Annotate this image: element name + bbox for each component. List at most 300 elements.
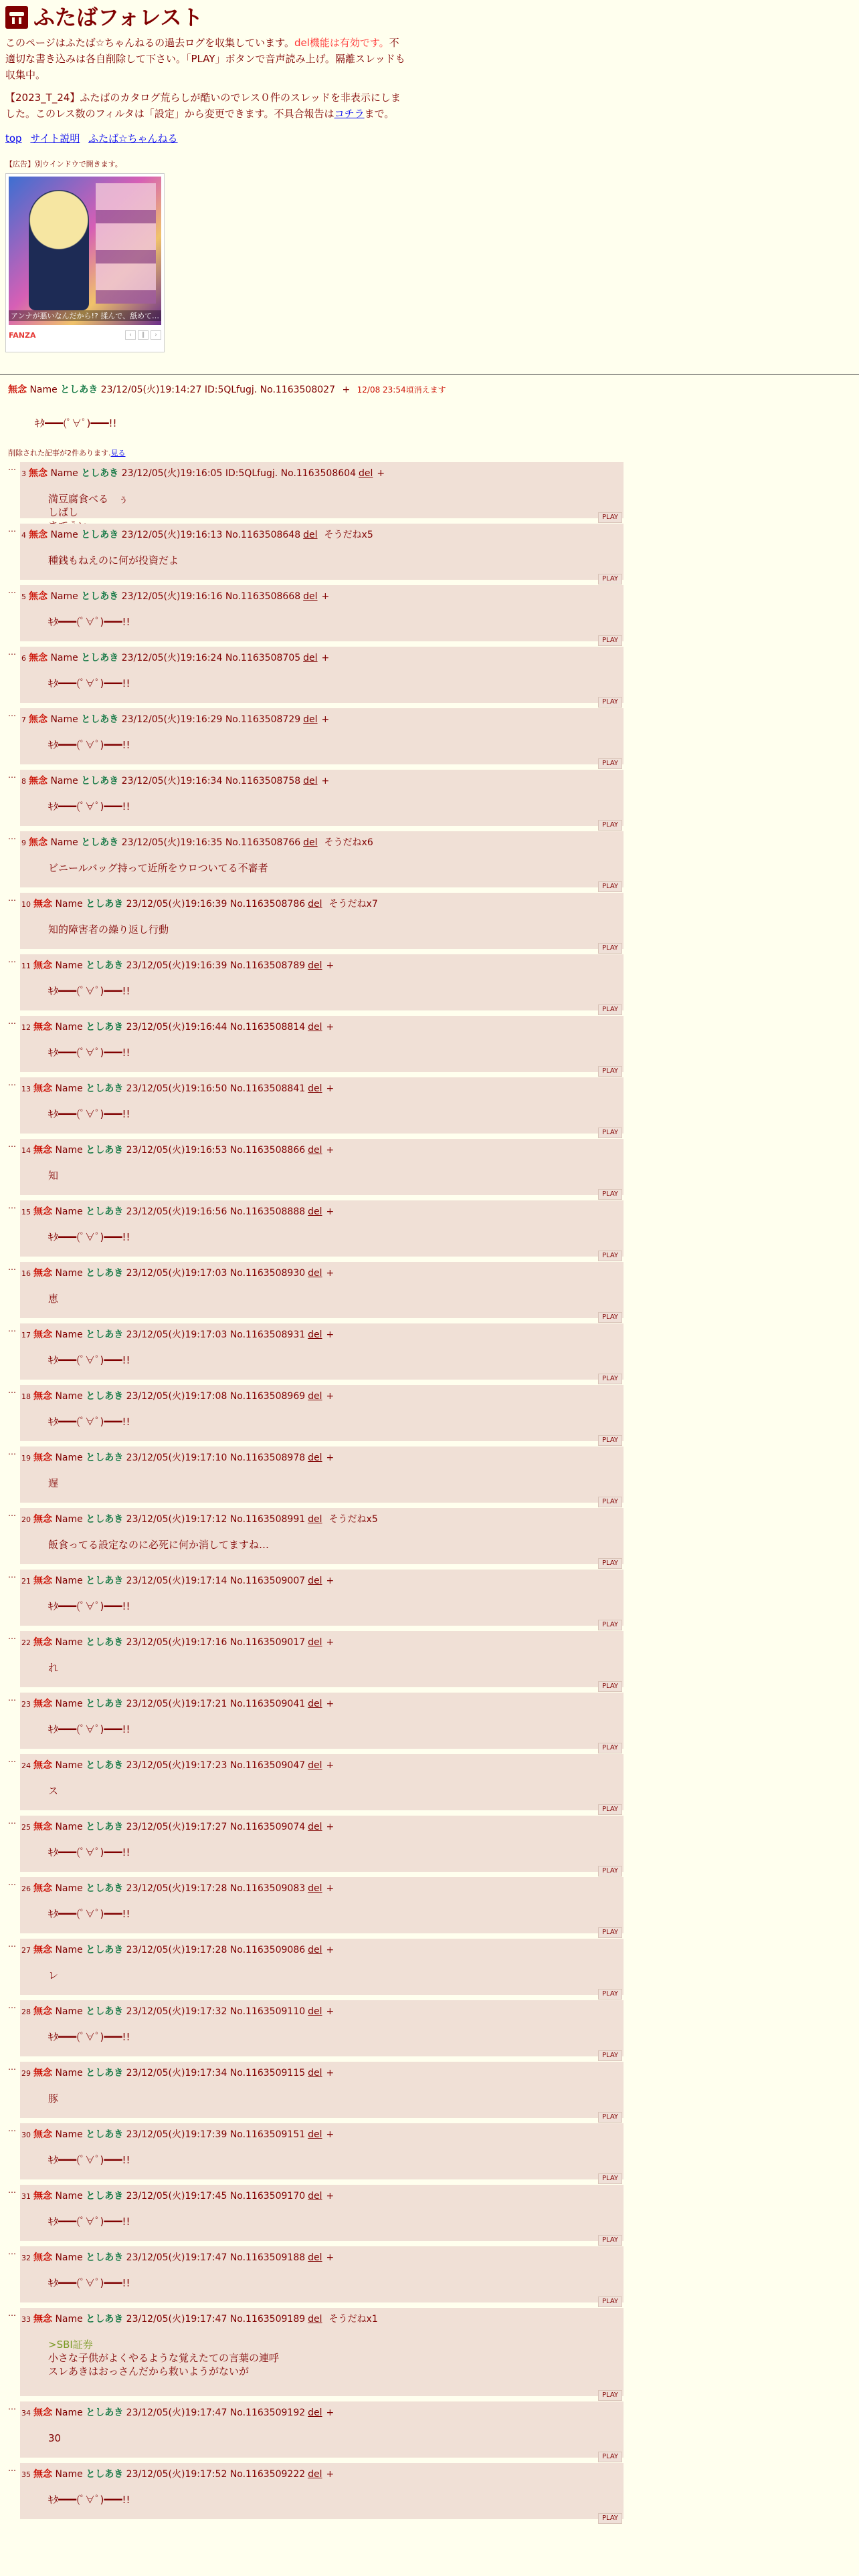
op-number[interactable]: No.1163508027	[260, 385, 335, 395]
sodane-button[interactable]: +	[326, 2191, 335, 2202]
reply-number[interactable]: No.1163509110	[229, 2006, 306, 2017]
reply-number[interactable]: No.1163508789	[229, 960, 306, 971]
play-button[interactable]: PLAY	[598, 1312, 622, 1323]
reply-list	[8, 462, 624, 2525]
reply-name: としあき	[86, 899, 124, 909]
reply-index: 8	[21, 777, 26, 786]
sodane-button[interactable]: そうだねx1	[328, 2314, 378, 2325]
reply-number[interactable]: No.1163509192	[229, 2407, 306, 2418]
delete-link[interactable]: del	[358, 468, 373, 479]
delete-link[interactable]: del	[303, 714, 318, 725]
delete-link[interactable]: del	[308, 2469, 322, 2480]
delete-link[interactable]: del	[303, 530, 318, 540]
reply-text-line: 飯食ってる設定なのに必死に何か消してますね…	[48, 1539, 270, 1551]
reply-mark: …	[8, 893, 16, 903]
reply-text-line: 恵	[48, 1293, 59, 1305]
delete-link[interactable]: del	[308, 1514, 322, 1525]
reply-body	[48, 1969, 624, 1982]
reply-box	[20, 2062, 624, 2121]
reply-body	[48, 2493, 624, 2506]
reply-name: としあき	[86, 1699, 124, 1709]
reply-text-line: ｷﾀ━━━(ﾟ∀ﾟ)━━━!!	[48, 2154, 130, 2166]
ad-brand[interactable]: FANZA	[9, 330, 36, 340]
sodane-button[interactable]: そうだねx6	[324, 837, 373, 848]
reply-name-label: Name	[55, 1145, 83, 1156]
reply-number[interactable]: No.1163509047	[229, 1760, 306, 1771]
reply-row	[8, 708, 624, 770]
reply-body	[48, 2338, 624, 2378]
reply-header	[21, 2129, 624, 2141]
sodane-button[interactable]: +	[326, 2407, 335, 2418]
sodane-button[interactable]: +	[326, 2006, 335, 2017]
delete-link[interactable]: del	[308, 899, 322, 909]
play-button[interactable]: PLAY	[598, 1866, 622, 1876]
play-button[interactable]: PLAY	[598, 2296, 622, 2307]
reply-subject: 無念	[29, 591, 47, 602]
delete-link[interactable]: del	[308, 1822, 322, 1832]
reply-index: 24	[21, 1761, 31, 1770]
reply-header	[21, 1329, 624, 1341]
reply-number[interactable]: No.1163508758	[225, 776, 301, 786]
play-button[interactable]: PLAY	[598, 1251, 622, 1261]
reply-text-line: 遅	[48, 1477, 59, 1489]
play-button[interactable]: PLAY	[598, 697, 622, 708]
reply-row	[8, 831, 624, 893]
sodane-button[interactable]: +	[326, 1391, 335, 1402]
reply-name-label: Name	[55, 1883, 83, 1894]
reply-box	[20, 1446, 624, 1503]
site-logo-icon[interactable]	[5, 6, 28, 29]
sodane-button[interactable]: +	[321, 653, 330, 663]
reply-datetime: 23/12/05(火)19:17:27	[126, 1822, 227, 1832]
reply-number[interactable]: No.1163509170	[229, 2191, 306, 2202]
reply-number[interactable]: No.1163508888	[229, 1206, 306, 1217]
reply-row	[8, 954, 624, 1016]
reply-subject: 無念	[33, 1576, 52, 1586]
reply-number[interactable]: No.1163508991	[229, 1514, 306, 1525]
reply-mark: …	[8, 2185, 16, 2195]
sodane-button[interactable]: +	[321, 776, 330, 786]
reply-header	[21, 1698, 624, 1711]
delete-link[interactable]: del	[308, 1945, 322, 1955]
reply-name: としあき	[81, 530, 119, 540]
show-deleted-link[interactable]: 見る	[110, 449, 126, 457]
reply-datetime: 23/12/05(火)19:17:14	[126, 1576, 227, 1586]
reply-body	[48, 1354, 624, 1367]
reply-name-label: Name	[55, 960, 83, 971]
ad-label: 【広告】別ウインドウで開きます。	[5, 160, 122, 169]
reply-index: 27	[21, 1946, 31, 1955]
op-sodane-button[interactable]: +	[342, 385, 351, 395]
delete-link[interactable]: del	[308, 2068, 322, 2078]
play-button[interactable]: PLAY	[598, 574, 622, 584]
reply-mark: …	[8, 1632, 16, 1641]
reply-mark: …	[8, 1263, 16, 1272]
ad-footer	[9, 330, 161, 340]
reply-number[interactable]: No.1163508930	[229, 1268, 306, 1279]
reply-name: としあき	[86, 1391, 124, 1402]
reply-name-label: Name	[55, 1268, 83, 1279]
reply-box	[20, 1877, 624, 1936]
reply-row	[8, 1262, 624, 1323]
play-button[interactable]: PLAY	[598, 2390, 622, 2401]
delete-link[interactable]: del	[308, 1576, 322, 1586]
reply-name-label: Name	[55, 1329, 83, 1340]
sodane-button[interactable]: +	[326, 1760, 335, 1771]
reply-body	[48, 1415, 624, 1428]
reply-box	[20, 1139, 624, 1198]
reply-box	[20, 1508, 624, 1567]
play-button[interactable]: PLAY	[598, 1620, 622, 1630]
reply-header	[21, 2006, 624, 2018]
site-title[interactable]: ふたばフォレスト	[33, 5, 203, 30]
nav-about-link[interactable]: サイト説明	[30, 132, 80, 144]
sodane-button[interactable]: そうだねx7	[328, 899, 378, 909]
delete-link[interactable]: del	[308, 1637, 322, 1648]
delete-link[interactable]: del	[308, 960, 322, 971]
play-button[interactable]: PLAY	[598, 881, 622, 892]
reply-datetime: 23/12/05(火)19:17:12	[126, 1514, 227, 1525]
reply-number[interactable]: No.1163508705	[225, 653, 301, 663]
reply-index: 15	[21, 1208, 31, 1216]
sodane-button[interactable]: +	[326, 1083, 335, 1094]
play-button[interactable]: PLAY	[598, 1128, 622, 1138]
reply-name: としあき	[86, 2314, 124, 2325]
reply-box	[20, 2308, 624, 2399]
reply-subject: 無念	[29, 714, 47, 725]
play-button[interactable]: PLAY	[598, 1989, 622, 2000]
play-button[interactable]: PLAY	[598, 512, 622, 523]
bug-report-link[interactable]: コチラ	[334, 108, 365, 120]
sodane-button[interactable]: +	[326, 1699, 335, 1709]
play-button[interactable]: PLAY	[598, 1804, 622, 1815]
reply-body	[48, 2276, 624, 2290]
reply-mark: …	[8, 2001, 16, 2010]
reply-box	[20, 1200, 624, 1257]
reply-row	[8, 1877, 624, 1939]
reply-name-label: Name	[55, 2006, 83, 2017]
reply-subject: 無念	[33, 1329, 52, 1340]
reply-number[interactable]: No.1163508648	[225, 530, 301, 540]
reply-row	[8, 524, 624, 585]
ad-character-image	[29, 190, 89, 310]
reply-mark: …	[8, 586, 16, 595]
delete-link[interactable]: del	[308, 1453, 322, 1463]
reply-text-line: スレあきはおっさんだから救いようがないが	[48, 2365, 250, 2377]
reply-body	[48, 1846, 624, 1859]
reply-number[interactable]: No.1163509007	[229, 1576, 306, 1586]
reply-datetime: 23/12/05(火)19:16:56	[126, 1206, 227, 1217]
reply-header	[21, 1636, 624, 1649]
reply-datetime: 23/12/05(火)19:17:16	[126, 1637, 227, 1648]
reply-header	[21, 1883, 624, 1895]
reply-name-label: Name	[50, 776, 78, 786]
reply-text-line: ｷﾀ━━━(ﾟ∀ﾟ)━━━!!	[48, 616, 130, 628]
reply-number[interactable]: No.1163509086	[229, 1945, 306, 1955]
sodane-button[interactable]: +	[326, 1206, 335, 1217]
reply-number[interactable]: No.1163509222	[229, 2469, 306, 2480]
reply-datetime: 23/12/05(火)19:16:39	[126, 899, 227, 909]
reply-index: 6	[21, 654, 26, 663]
op-expire: 12/08 23:54頃消えます	[357, 385, 446, 395]
reply-mark: …	[8, 463, 16, 472]
reply-index: 23	[21, 1700, 31, 1709]
reply-row	[8, 1323, 624, 1385]
reply-index: 26	[21, 1885, 31, 1893]
deleted-note	[8, 447, 852, 458]
play-button[interactable]: PLAY	[598, 1558, 622, 1569]
reply-row	[8, 2185, 624, 2246]
play-button[interactable]: PLAY	[598, 2050, 622, 2061]
sodane-button[interactable]: +	[326, 1945, 335, 1955]
reply-box	[20, 893, 624, 952]
play-button[interactable]: PLAY	[598, 758, 622, 769]
reply-name-label: Name	[55, 1514, 83, 1525]
reply-header	[21, 960, 624, 972]
sodane-button[interactable]: +	[326, 2469, 335, 2480]
reply-box	[20, 524, 624, 580]
reply-mark: …	[8, 1201, 16, 1210]
delete-link[interactable]: del	[303, 837, 318, 848]
play-button[interactable]: PLAY	[598, 1004, 622, 1015]
site-notice-1	[5, 35, 407, 83]
delete-link[interactable]: del	[308, 1329, 322, 1340]
nav-top-link[interactable]: top	[5, 132, 22, 144]
reply-datetime: 23/12/05(火)19:17:39	[126, 2129, 227, 2140]
nav-futaba-link[interactable]: ふたば☆ちゃんねる	[88, 132, 178, 144]
delete-link[interactable]: del	[308, 1883, 322, 1894]
reply-subject: 無念	[33, 1883, 52, 1894]
reply-box	[20, 2401, 624, 2458]
play-button[interactable]: PLAY	[598, 1681, 622, 1692]
reply-box	[20, 1077, 624, 1134]
sodane-button[interactable]: +	[326, 1576, 335, 1586]
reply-index: 32	[21, 2254, 31, 2262]
reply-name: としあき	[86, 1514, 124, 1525]
delete-link[interactable]: del	[308, 1699, 322, 1709]
sodane-button[interactable]: +	[377, 468, 385, 479]
reply-mark: …	[8, 832, 16, 841]
reply-subject: 無念	[33, 1699, 52, 1709]
ad-banner[interactable]	[5, 173, 165, 352]
delete-link[interactable]: del	[308, 1145, 322, 1156]
delete-link[interactable]: del	[303, 591, 318, 602]
reply-header	[21, 2407, 624, 2420]
reply-mark: …	[8, 2309, 16, 2318]
reply-box	[20, 1016, 624, 1075]
delete-link[interactable]: del	[303, 776, 318, 786]
reply-index: 14	[21, 1146, 31, 1155]
play-button[interactable]: PLAY	[598, 2173, 622, 2184]
reply-datetime: 23/12/05(火)19:17:45	[126, 2191, 227, 2202]
reply-number[interactable]: No.1163509017	[229, 1637, 306, 1648]
reply-text-line: ビニールバッグ持って近所をウロついてる不審者	[48, 862, 268, 874]
reply-number[interactable]: No.1163508931	[229, 1329, 306, 1340]
play-button[interactable]: PLAY	[598, 820, 622, 831]
reply-number[interactable]: No.1163508978	[229, 1453, 306, 1463]
reply-header	[21, 1267, 624, 1280]
play-button[interactable]: PLAY	[598, 1743, 622, 1753]
sodane-button[interactable]: +	[326, 2068, 335, 2078]
reply-subject: 無念	[33, 2314, 52, 2325]
delete-link[interactable]: del	[308, 2252, 322, 2263]
delete-link[interactable]: del	[308, 2129, 322, 2140]
reply-subject: 無念	[33, 1945, 52, 1955]
delete-link[interactable]: del	[308, 1391, 322, 1402]
reply-row	[8, 1631, 624, 1693]
ad-prev-icon[interactable]: ‹	[125, 330, 136, 340]
reply-index: 34	[21, 2409, 31, 2418]
reply-header	[21, 1021, 624, 1034]
ad-side-panel	[96, 183, 156, 304]
reply-name-label: Name	[55, 2407, 83, 2418]
delete-link[interactable]: del	[308, 2191, 322, 2202]
reply-body	[48, 1723, 624, 1736]
sodane-button[interactable]: +	[326, 1822, 335, 1832]
reply-number[interactable]: No.1163508766	[225, 837, 301, 848]
reply-datetime: 23/12/05(火)19:17:08	[126, 1391, 227, 1402]
sodane-button[interactable]: +	[326, 1453, 335, 1463]
reply-name: としあき	[81, 837, 119, 848]
play-button[interactable]: PLAY	[598, 1189, 622, 1200]
reply-text-line: ｷﾀ━━━(ﾟ∀ﾟ)━━━!!	[48, 1047, 130, 1059]
reply-box	[20, 2246, 624, 2305]
reply-datetime: 23/12/05(火)19:17:47	[126, 2314, 227, 2325]
reply-index: 28	[21, 2008, 31, 2016]
play-button[interactable]: PLAY	[598, 2513, 622, 2524]
play-button[interactable]: PLAY	[598, 635, 622, 646]
reply-box	[20, 1754, 624, 1813]
reply-number[interactable]: No.1163508786	[229, 899, 306, 909]
delete-link[interactable]: del	[308, 2314, 322, 2325]
ad-image[interactable]	[9, 177, 161, 325]
reply-number[interactable]: No.1163509083	[229, 1883, 306, 1894]
reply-number[interactable]: No.1163508866	[229, 1145, 306, 1156]
sodane-button[interactable]: +	[326, 1637, 335, 1648]
reply-body	[48, 1046, 624, 1059]
play-button[interactable]: PLAY	[598, 2112, 622, 2123]
reply-text-line: ｷﾀ━━━(ﾟ∀ﾟ)━━━!!	[48, 677, 130, 689]
sodane-button[interactable]: +	[326, 2129, 335, 2140]
reply-number[interactable]: No.1163509188	[229, 2252, 306, 2263]
reply-header	[21, 1759, 624, 1772]
sodane-button[interactable]: +	[326, 1883, 335, 1894]
sodane-button[interactable]: +	[321, 714, 330, 725]
reply-index: 33	[21, 2315, 31, 2324]
ad-next-icon[interactable]: ›	[151, 330, 161, 340]
delete-link[interactable]: del	[303, 653, 318, 663]
reply-number[interactable]: No.1163508604	[280, 468, 356, 479]
play-button[interactable]: PLAY	[598, 1497, 622, 1507]
reply-row	[8, 1385, 624, 1446]
sodane-button[interactable]: +	[326, 1022, 335, 1033]
reply-index: 35	[21, 2470, 31, 2479]
reply-subject: 無念	[33, 2252, 52, 2263]
play-button[interactable]: PLAY	[598, 2452, 622, 2462]
sodane-button[interactable]: +	[326, 1329, 335, 1340]
ad-pause-icon[interactable]: ‖	[138, 330, 149, 340]
reply-number[interactable]: No.1163508668	[225, 591, 301, 602]
reply-text-line: ｷﾀ━━━(ﾟ∀ﾟ)━━━!!	[48, 1108, 130, 1120]
reply-index: 10	[21, 900, 31, 909]
reply-index: 18	[21, 1392, 31, 1401]
reply-number[interactable]: No.1163509151	[229, 2129, 306, 2140]
sodane-button[interactable]: そうだねx5	[324, 530, 373, 540]
reply-datetime: 23/12/05(火)19:17:10	[126, 1453, 227, 1463]
reply-text-line: ｷﾀ━━━(ﾟ∀ﾟ)━━━!!	[48, 2494, 130, 2506]
reply-name-label: Name	[55, 2191, 83, 2202]
sodane-button[interactable]: +	[326, 2252, 335, 2263]
reply-name: としあき	[86, 2068, 124, 2078]
reply-name-label: Name	[55, 1083, 83, 1094]
reply-subject: 無念	[33, 1637, 52, 1648]
play-button[interactable]: PLAY	[598, 1927, 622, 1938]
reply-name: としあき	[86, 1268, 124, 1279]
reply-text-line: 種銭もねえのに何が投資だよ	[48, 554, 179, 566]
reply-number[interactable]: No.1163508841	[229, 1083, 306, 1094]
reply-body	[48, 1538, 624, 1551]
reply-number[interactable]: No.1163509074	[229, 1822, 306, 1832]
reply-mark: …	[8, 1816, 16, 1826]
reply-number[interactable]: No.1163508814	[229, 1022, 306, 1033]
reply-number[interactable]: No.1163509115	[229, 2068, 306, 2078]
sodane-button[interactable]: そうだねx5	[328, 1514, 378, 1525]
reply-id: ID:5QLfugj.	[225, 468, 278, 479]
reply-datetime: 23/12/05(火)19:16:16	[121, 591, 223, 602]
delete-link[interactable]: del	[308, 2407, 322, 2418]
reply-index: 5	[21, 593, 26, 601]
sodane-button[interactable]: +	[326, 1268, 335, 1279]
delete-link[interactable]: del	[308, 1083, 322, 1094]
reply-mark: …	[8, 770, 16, 780]
reply-number[interactable]: No.1163508729	[225, 714, 301, 725]
reply-subject: 無念	[29, 776, 47, 786]
play-button[interactable]: PLAY	[598, 1374, 622, 1384]
play-button[interactable]: PLAY	[598, 943, 622, 954]
reply-row	[8, 647, 624, 708]
delete-link[interactable]: del	[308, 1022, 322, 1033]
play-button[interactable]: PLAY	[598, 1435, 622, 1446]
play-button[interactable]: PLAY	[598, 1066, 622, 1077]
reply-text-line: ｷﾀ━━━(ﾟ∀ﾟ)━━━!!	[48, 800, 130, 813]
sodane-button[interactable]: +	[326, 1145, 335, 1156]
nav-links	[5, 131, 407, 145]
reply-subject: 無念	[33, 899, 52, 909]
reply-number[interactable]: No.1163509041	[229, 1699, 306, 1709]
reply-text-line: ｷﾀ━━━(ﾟ∀ﾟ)━━━!!	[48, 2216, 130, 2228]
reply-mark: …	[8, 2402, 16, 2411]
reply-text-line: 豚	[48, 2092, 59, 2105]
delete-link[interactable]: del	[308, 1760, 322, 1771]
delete-link[interactable]: del	[308, 1206, 322, 1217]
reply-number[interactable]: No.1163509189	[229, 2314, 306, 2325]
delete-link[interactable]: del	[308, 1268, 322, 1279]
reply-number[interactable]: No.1163508969	[229, 1391, 306, 1402]
reply-index: 30	[21, 2131, 31, 2139]
reply-name-label: Name	[55, 1576, 83, 1586]
reply-subject: 無念	[33, 1206, 52, 1217]
sodane-button[interactable]: +	[321, 591, 330, 602]
delete-link[interactable]: del	[308, 2006, 322, 2017]
reply-header	[21, 529, 624, 542]
play-button[interactable]: PLAY	[598, 2235, 622, 2246]
sodane-button[interactable]: +	[326, 960, 335, 971]
reply-box	[20, 831, 624, 890]
reply-name: としあき	[86, 2191, 124, 2202]
reply-row	[8, 1816, 624, 1877]
reply-datetime: 23/12/05(火)19:17:21	[126, 1699, 227, 1709]
reply-datetime: 23/12/05(火)19:17:03	[126, 1329, 227, 1340]
